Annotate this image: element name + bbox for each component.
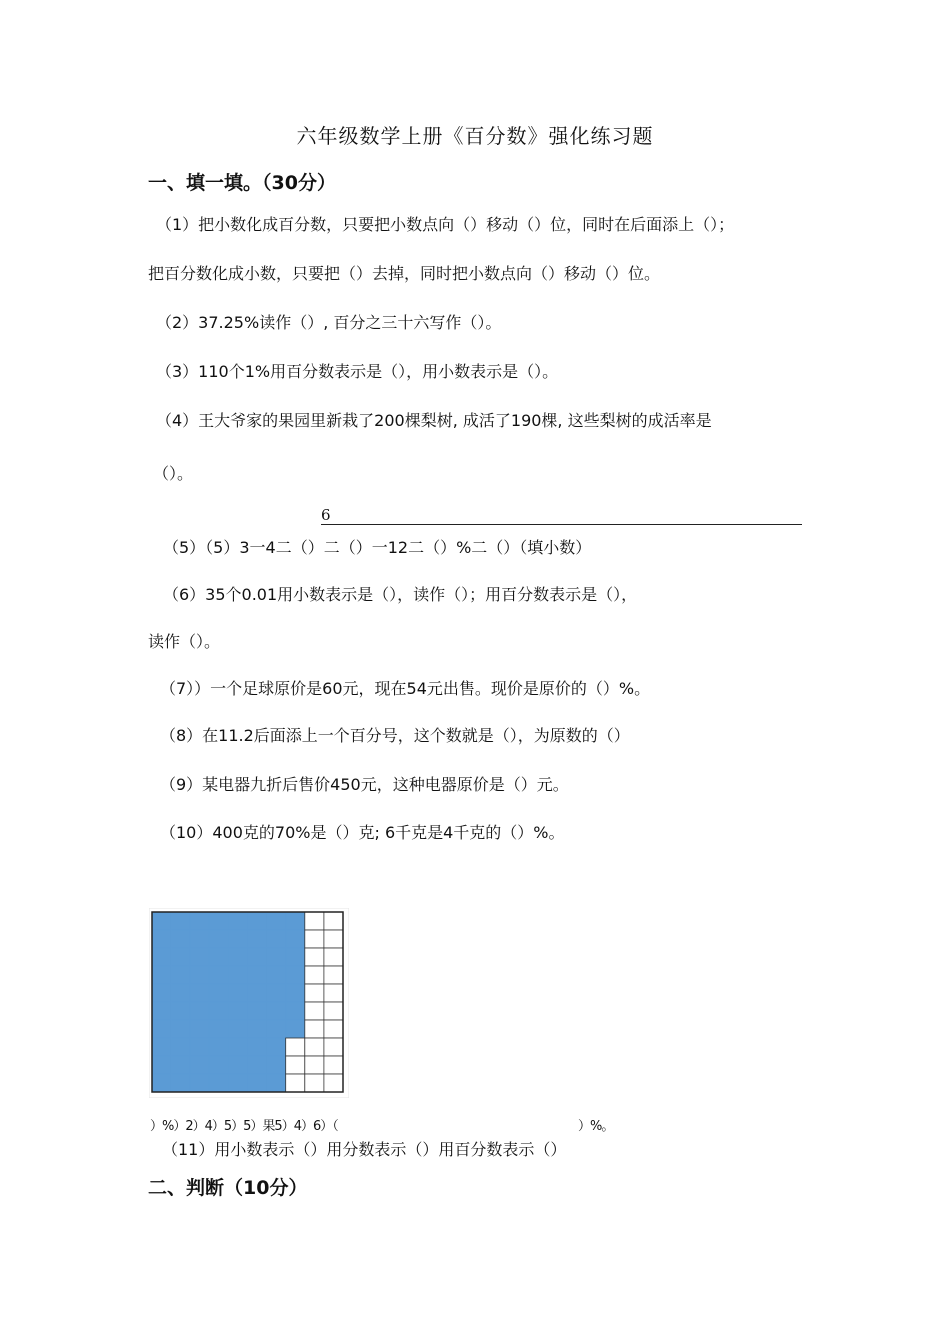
question-11-garbled-text: ）%）2）4）5）5）果5）4）6）（ <box>150 1119 338 1134</box>
grid-cell-empty <box>324 1020 343 1038</box>
grid-cell-shaded <box>190 984 209 1002</box>
grid-cell-empty <box>324 948 343 966</box>
grid-cell-shaded <box>248 1020 267 1038</box>
grid-cell-shaded <box>248 984 267 1002</box>
grid-cell-shaded <box>267 948 286 966</box>
grid-cell-shaded <box>209 1038 228 1056</box>
grid-cell-empty <box>286 1056 305 1074</box>
hundred-grid <box>149 908 349 1098</box>
grid-cell-shaded <box>190 1074 209 1092</box>
grid-cell-shaded <box>152 1074 171 1092</box>
question-3: （3）110个1%用百分数表示是（），用小数表示是（）。 <box>156 362 559 381</box>
question-10: （10）400克的70%是（）克; 6千克是4千克的（）%。 <box>160 823 565 842</box>
grid-cell-shaded <box>228 966 247 984</box>
question-11: （11）用小数表示（）用分数表示（）用百分数表示（） <box>162 1140 567 1159</box>
grid-cell-shaded <box>286 930 305 948</box>
grid-cell-shaded <box>171 1038 190 1056</box>
grid-cell-shaded <box>209 930 228 948</box>
grid-cell-shaded <box>209 966 228 984</box>
grid-cell-shaded <box>267 1002 286 1020</box>
grid-cell-empty <box>286 1038 305 1056</box>
grid-cell-empty <box>324 984 343 1002</box>
grid-cell-shaded <box>190 1056 209 1074</box>
grid-cell-shaded <box>228 1002 247 1020</box>
grid-cell-shaded <box>228 912 247 930</box>
grid-cell-shaded <box>190 1002 209 1020</box>
grid-cell-shaded <box>190 966 209 984</box>
question-4-line2: （）。 <box>153 464 194 483</box>
grid-cell-shaded <box>209 948 228 966</box>
grid-cell-empty <box>324 966 343 984</box>
grid-cell-shaded <box>286 948 305 966</box>
grid-cell-empty <box>286 1074 305 1092</box>
grid-cell-shaded <box>171 984 190 1002</box>
grid-cell-shaded <box>190 1020 209 1038</box>
grid-cell-shaded <box>267 1074 286 1092</box>
grid-cell-empty <box>324 1074 343 1092</box>
grid-cell-shaded <box>286 984 305 1002</box>
grid-cell-shaded <box>267 984 286 1002</box>
question-9: （9）某电器九折后售价450元，这种电器原价是（）元。 <box>160 775 569 794</box>
grid-cell-empty <box>305 948 324 966</box>
grid-cell-shaded <box>171 930 190 948</box>
grid-cell-empty <box>305 1002 324 1020</box>
question-5-numerator: 6 <box>321 506 331 524</box>
grid-cell-shaded <box>152 1002 171 1020</box>
grid-cell-shaded <box>248 948 267 966</box>
grid-cell-shaded <box>152 948 171 966</box>
grid-cell-shaded <box>267 966 286 984</box>
question-4-line1: （4）王大爷家的果园里新栽了200棵梨树, 成活了190棵, 这些梨树的成活率是 <box>156 411 712 430</box>
grid-cell-shaded <box>171 1074 190 1092</box>
grid-cell-empty <box>305 984 324 1002</box>
grid-cell-shaded <box>267 912 286 930</box>
grid-cell-shaded <box>228 948 247 966</box>
grid-cell-shaded <box>286 912 305 930</box>
grid-cell-shaded <box>209 1020 228 1038</box>
grid-cell-shaded <box>228 1074 247 1092</box>
grid-cell-shaded <box>171 1002 190 1020</box>
grid-cell-shaded <box>152 1056 171 1074</box>
grid-cell-shaded <box>190 930 209 948</box>
grid-cell-shaded <box>209 912 228 930</box>
grid-cell-shaded <box>152 984 171 1002</box>
grid-cell-shaded <box>228 1056 247 1074</box>
grid-cell-shaded <box>286 1002 305 1020</box>
grid-cell-empty <box>305 1056 324 1074</box>
grid-cell-shaded <box>267 930 286 948</box>
grid-cell-shaded <box>286 966 305 984</box>
grid-cell-shaded <box>209 1056 228 1074</box>
grid-cell-shaded <box>171 948 190 966</box>
grid-cell-shaded <box>228 930 247 948</box>
section1-heading: 一、填一填。（30分） <box>148 172 336 194</box>
grid-cell-shaded <box>248 912 267 930</box>
grid-cell-shaded <box>267 1038 286 1056</box>
grid-cell-shaded <box>228 1038 247 1056</box>
grid-cell-shaded <box>248 966 267 984</box>
grid-cell-shaded <box>209 1074 228 1092</box>
question-5-fraction-line <box>321 524 802 525</box>
grid-cell-empty <box>324 1056 343 1074</box>
question-1-line1: （1）把小数化成百分数，只要把小数点向（）移动（）位，同时在后面添上（）； <box>156 215 735 234</box>
grid-cell-shaded <box>152 1020 171 1038</box>
grid-cell-shaded <box>171 966 190 984</box>
hundred-grid-figure <box>149 908 349 1098</box>
section2-heading: 二、判断（10分） <box>148 1177 308 1199</box>
grid-cell-empty <box>324 912 343 930</box>
grid-cell-empty <box>305 1020 324 1038</box>
grid-cell-empty <box>324 1002 343 1020</box>
grid-cell-shaded <box>152 966 171 984</box>
question-7: （7））一个足球原价是60元，现在54元出售。现价是原价的（）%。 <box>160 679 651 698</box>
grid-cell-shaded <box>209 984 228 1002</box>
grid-cell-shaded <box>152 912 171 930</box>
grid-cell-shaded <box>248 1074 267 1092</box>
grid-cell-shaded <box>248 1038 267 1056</box>
question-5: （5）（5）3一4二（）二（）一12二（）%二（）（填小数） <box>163 538 592 557</box>
grid-cell-shaded <box>286 1020 305 1038</box>
question-2: （2）37.25%读作（）, 百分之三十六写作（）。 <box>156 313 502 332</box>
grid-cell-empty <box>324 930 343 948</box>
grid-cell-shaded <box>228 984 247 1002</box>
grid-cell-empty <box>305 1038 324 1056</box>
grid-cell-shaded <box>171 1020 190 1038</box>
grid-cell-shaded <box>248 1056 267 1074</box>
grid-cell-shaded <box>152 930 171 948</box>
page-title: 六年级数学上册《百分数》强化练习题 <box>296 124 654 148</box>
grid-cell-empty <box>324 1038 343 1056</box>
grid-cell-shaded <box>228 1020 247 1038</box>
question-8: （8）在11.2后面添上一个百分号，这个数就是（），为原数的（） <box>160 726 630 745</box>
grid-cell-shaded <box>190 912 209 930</box>
grid-cell-shaded <box>152 1038 171 1056</box>
question-1-line2: 把百分数化成小数，只要把（）去掉，同时把小数点向（）移动（）位。 <box>148 264 661 283</box>
grid-cell-shaded <box>267 1056 286 1074</box>
grid-cell-shaded <box>248 930 267 948</box>
grid-cell-shaded <box>190 948 209 966</box>
question-6-line2: 读作（）。 <box>148 632 221 651</box>
grid-cell-empty <box>305 966 324 984</box>
grid-cell-shaded <box>171 912 190 930</box>
grid-cell-shaded <box>209 1002 228 1020</box>
grid-cell-shaded <box>267 1020 286 1038</box>
grid-cell-empty <box>305 912 324 930</box>
grid-cell-empty <box>305 930 324 948</box>
grid-cell-shaded <box>248 1002 267 1020</box>
grid-cell-shaded <box>171 1056 190 1074</box>
grid-cell-empty <box>305 1074 324 1092</box>
grid-cell-shaded <box>190 1038 209 1056</box>
question-11-garbled-suffix: ）%。 <box>578 1119 614 1134</box>
question-6-line1: （6）35个0.01用小数表示是（），读作（）；用百分数表示是（）， <box>163 585 638 604</box>
